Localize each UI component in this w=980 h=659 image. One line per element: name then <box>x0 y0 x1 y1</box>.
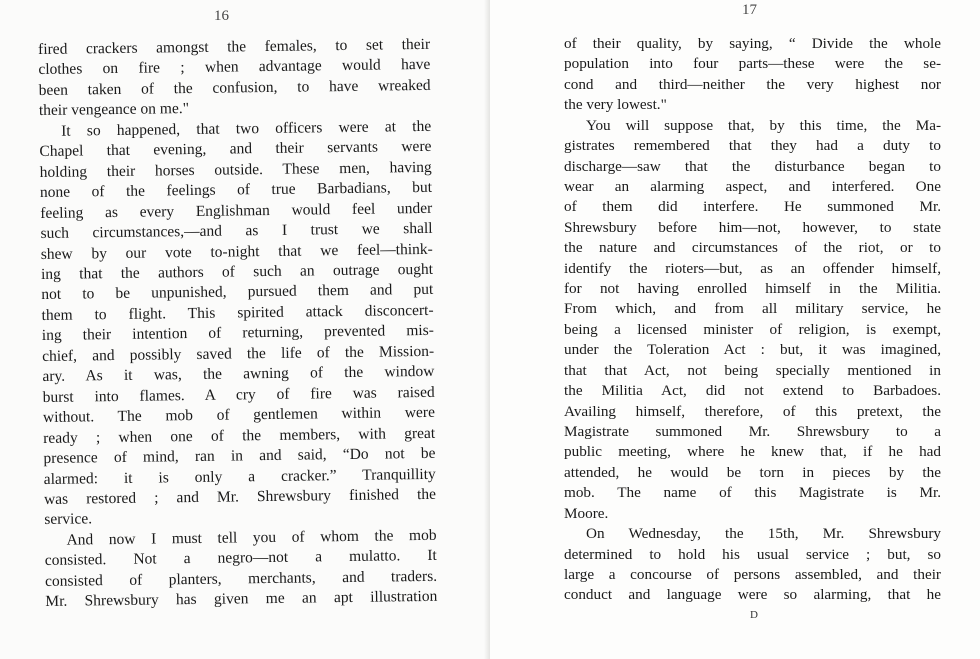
text-line: wear an alarming aspect, and interfered. One <box>564 177 941 195</box>
text-line: determined to hold his usual service ; but, so <box>564 545 941 563</box>
text-line: Moore. <box>564 504 609 522</box>
text-line: none of the feelings of true Barbadians, but <box>39 179 433 202</box>
text-line: presence of mind, ran in and said, “Do not be <box>43 444 436 468</box>
text-line: the Militia Act, did not extend to Barbadoes. <box>564 382 941 400</box>
text-line: Mr. Shrewsbury has given me an apt illustration <box>45 588 438 611</box>
text-line: identify the rioters—but, as an offender himself, <box>564 259 941 277</box>
text-line: discharge—saw that the disturbance began to <box>564 157 941 175</box>
text-line: burst into flames. A cry of fire was raised <box>42 383 435 406</box>
text-line: consisted. Not a negro—not a mulatto. It <box>44 547 437 570</box>
text-line: their vengeance on me." <box>38 100 190 120</box>
text-line: It so happened, that two officers were at the <box>61 117 432 140</box>
text-line: public meeting, where he knew that, if he had <box>564 443 941 461</box>
right-page-number: 17 <box>742 2 757 18</box>
text-line: being a licensed minister of religion, is exempt, <box>564 320 941 338</box>
text-line: such circumstances,—and as I trust we shall <box>40 219 433 243</box>
text-line: ing that the authors of such an outrage ought <box>40 260 434 283</box>
text-line: gistrates remembered that they had a duty to <box>564 137 941 155</box>
text-line: On Wednesday, the 15th, Mr. Shrewsbury <box>586 525 941 543</box>
text-line: for not having enrolled himself in the Militia. <box>564 280 941 298</box>
text-line: of them did interfere. He summoned Mr. <box>564 198 941 216</box>
text-line: population into four parts—these were the se- <box>564 55 941 73</box>
text-line: the nature and circumstances of the riot, or to <box>564 239 941 257</box>
signature-mark: D <box>750 609 758 621</box>
text-line: feeling as every Englishman would feel under <box>40 199 433 222</box>
text-line: been taken of the confusion, to have wreaked <box>38 76 431 99</box>
left-page-number: 16 <box>214 8 229 24</box>
text-line: You will suppose that, by this time, the Ma- <box>586 116 941 134</box>
text-line: Availing himself, therefore, of this pretext, the <box>564 402 941 420</box>
text-line: From which, and from all military service, he <box>564 300 941 318</box>
text-line: mob. The name of this Magistrate is Mr. <box>564 484 941 502</box>
text-line: fired crackers amongst the females, to set their <box>38 35 431 58</box>
right-page-body <box>564 34 941 606</box>
text-line: service. <box>44 510 93 529</box>
text-line: alarmed: it is only a cracker.” Tranquillity <box>43 465 436 488</box>
text-line: that that Act, not being specially mentioned in <box>564 361 941 379</box>
text-line: And now I must tell you of whom the mob <box>66 526 437 549</box>
text-line: the very lowest." <box>564 96 667 114</box>
text-line: under the Toleration Act : but, it was imagined, <box>564 341 941 359</box>
text-line: conduct and language were so alarming, that he <box>564 586 941 604</box>
text-line: attended, he would be torn in pieces by the <box>564 463 941 481</box>
text-line: ing their intention of returning, prevented mis- <box>41 322 434 345</box>
text-line: large a concourse of persons assembled, and their <box>564 565 941 583</box>
text-line: ary. As it was, the awning of the window <box>42 363 435 386</box>
text-line: shew by our vote to-night that we feel—think- <box>40 240 433 263</box>
text-line: Magistrate summoned Mr. Shrewsbury to a <box>564 423 941 441</box>
text-line: them to flight. This spirited attack disconcert- <box>41 301 434 324</box>
text-line: clothes on fire ; when advantage would have <box>38 56 431 79</box>
text-line: was restored ; and Mr. Shrewsbury finished the <box>43 485 437 508</box>
text-line: Chapel that evening, and their servants were <box>39 138 432 161</box>
text-line: cond and third—neither the very highest nor <box>564 75 941 93</box>
text-line: consisted of planters, merchants, and traders. <box>44 567 438 590</box>
text-line: chief, and possibly saved the life of the Mission- <box>42 342 435 365</box>
text-line: ready ; when one of the members, with great <box>43 424 436 447</box>
text-line: holding their horses outside. These men, having <box>39 158 432 181</box>
text-line: without. The mob of gentlemen within were <box>42 403 436 427</box>
text-line: not to be unpunished, pursued them and put <box>41 281 434 304</box>
text-line: of their quality, by saying, “ Divide the whole <box>564 35 941 52</box>
left-page-body <box>38 35 437 613</box>
right-page <box>490 0 980 659</box>
text-line: Shrewsbury before him—not, however, to state <box>564 218 941 236</box>
